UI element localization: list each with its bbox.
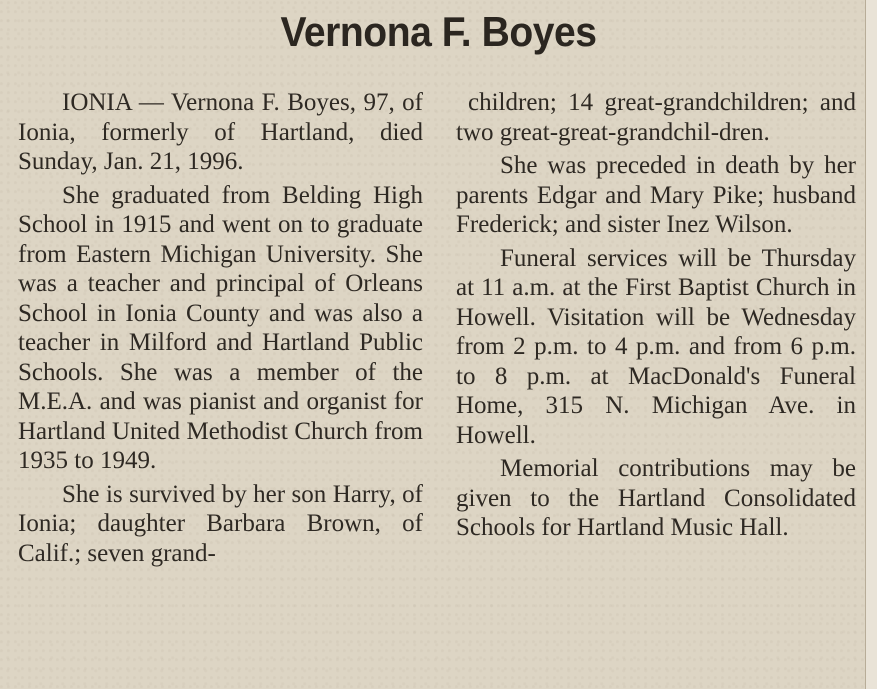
paragraph-survivors: She is survived by her son Harry, of Ionia; daughter Barbara Brown, of Calif.; seven grand-: [18, 480, 423, 567]
paragraph-death-notice: IONIA — Vernona F. Boyes, 97, of Ionia, formerly of Hartland, died Sunday, Jan. 21, 1996.: [18, 89, 423, 175]
paragraph-memorial-contributions: Memorial contributions may be given to the Hartland Consolidated Schools for Hartland Music Hall.: [456, 455, 856, 541]
obituary-headline: Vernona F. Boyes: [280, 8, 597, 55]
paragraph-survivors-continued: children; 14 great-grandchildren; and two great-great-grandchil-dren.: [456, 89, 856, 146]
paragraph-funeral-services: Funeral services will be Thursday at 11 a.m. at the First Baptist Church in Howell. Visitation will be Wednesday from 2 p.m. to 4 p.m. and from 6 p.m. to 8 p.m. at MacDonald's Funeral Home, 315 N. Michigan Ave. in Howell.: [456, 244, 856, 449]
right-column: [456, 88, 856, 547]
paragraph-preceded-in-death: She was preceded in death by her parents Edgar and Mary Pike; husband Frederick; and sister Inez Wilson.: [456, 152, 856, 238]
left-column: [18, 88, 423, 572]
paragraph-education-career: She graduated from Belding High School in 1915 and went on to graduate from Eastern Michigan University. She was a teacher and principal of Orleans School in Ionia County and was also a teacher in Milford and Hartland Public Schools. She was a member of the M.E.A. and was pianist and organist for Hartland United Methodist Church from 1935 to 1949.: [18, 181, 423, 474]
